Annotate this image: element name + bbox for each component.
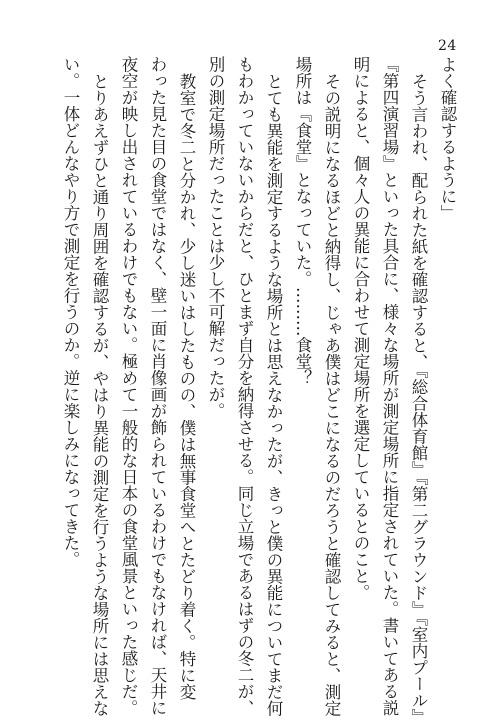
text-line: もわかっていないからだと、ひとまず自分を納得させる。同じ立場であるはずの冬二が、 <box>235 56 254 716</box>
text-line: よく確認するように」 <box>438 56 457 221</box>
text-line: わった見た目の食堂ではなく、壁一面に肖像画が飾られているわけでもなければ、天井に <box>148 56 167 716</box>
text-line: 場所は『食堂』となっていた。………食堂？ <box>293 56 312 386</box>
text-line: 明によると、個々人の異能に合わせて測定場所を選定しているとのこと。 <box>351 56 370 601</box>
text-line: 別の測定場所だったことは少し不可解だったが。 <box>206 56 225 419</box>
page-number: 24 <box>438 38 457 54</box>
text-line: い。一体どんなやり方で測定を行うのか。逆に楽しみになってきた。 <box>61 56 80 568</box>
text-line: そう言われ、配られた紙を確認すると、『総合体育館』『第二グラウンド』『室内プール』 <box>409 72 428 724</box>
text-line: その説明になるほどと納得し、じゃあ僕はどこになるのだろうと確認してみると、測定 <box>322 72 341 716</box>
text-line: とても異能を測定するような場所とは思えなかったが、きっと僕の異能についてまだ何 <box>264 72 283 716</box>
text-line: 夜空が映し出されているわけでもない。極めて一般的な日本の食堂風景といった感じだ。 <box>119 56 138 716</box>
text-line: 教室で冬二と分かれ、少し迷いはしたものの、僕は無事食堂へとたどり着く。特に変 <box>177 72 196 700</box>
text-line: 『第四演習場』といった具合に、様々な場所が測定場所に指定されていた。書いてある説 <box>380 56 399 716</box>
text-line: とりあえずひと通り周囲を確認するが、やはり異能の測定を行うような場所には思えな <box>90 72 109 716</box>
body-text <box>61 56 462 724</box>
